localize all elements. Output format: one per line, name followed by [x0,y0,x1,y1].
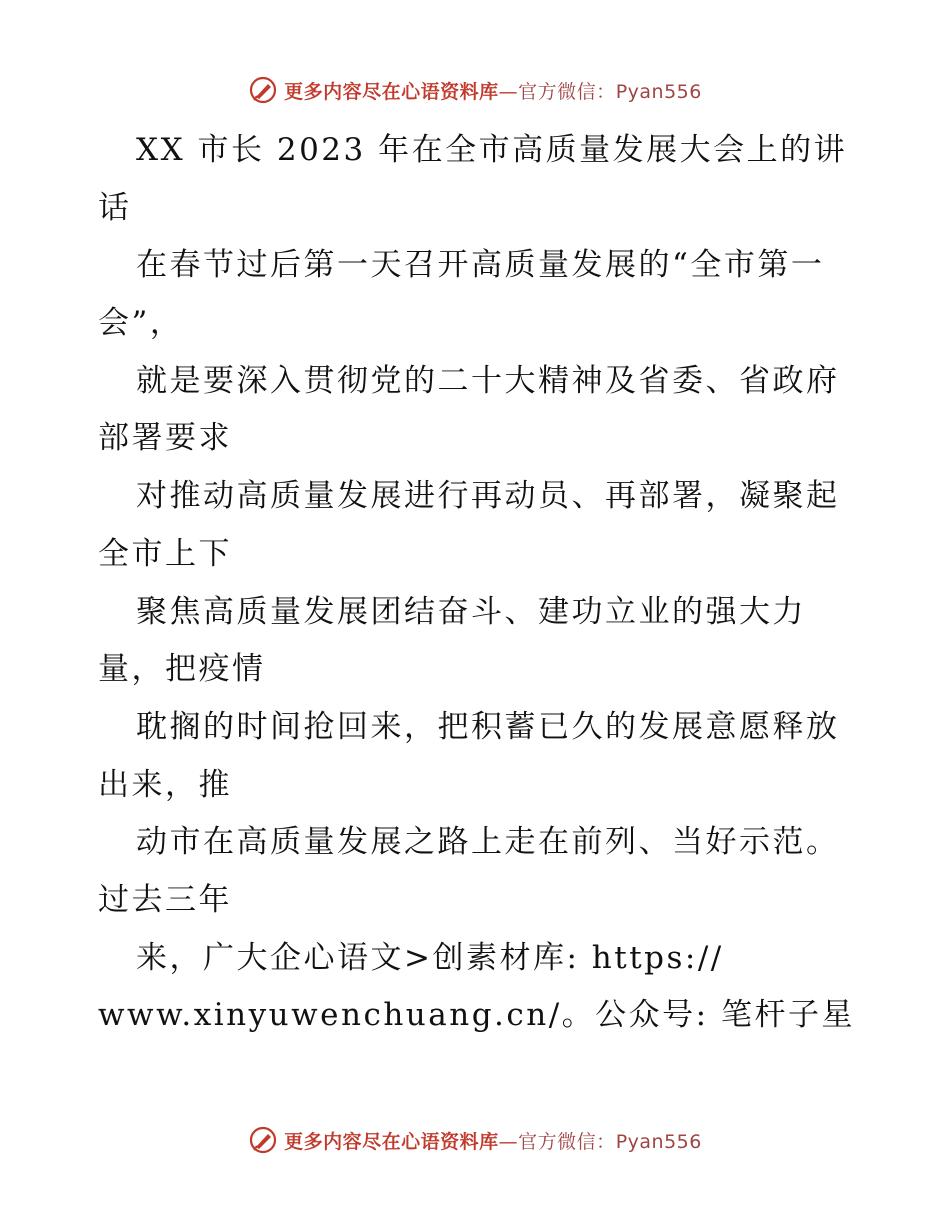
banner-wechat-id: Pyan556 [615,1130,702,1153]
document-line: XX 市长 2023 年在全市高质量发展大会上的讲 [136,132,848,168]
document-line: 动市在高质量发展之路上走在前列、当好示范。 [136,824,840,861]
banner-wechat-id: Pyan556 [615,80,702,103]
footer-watermark-banner [0,1120,950,1160]
document-line: 过去三年 [98,881,232,918]
document-line: 会”， [98,305,184,342]
banner-brand-text: 更多内容尽在心语资料库 [284,1130,499,1153]
header-watermark-banner [0,70,950,110]
quill-pen-logo-icon [248,1125,278,1155]
banner-official-label: 官方微信： [518,1130,616,1153]
document-line: 出来，推 [98,766,232,803]
document-line: 部署要求 [98,420,232,457]
document-line: 对推动高质量发展进行再动员、再部署，凝聚起 [136,478,840,515]
document-line: www.xinyuwenchuang.cn/。公众号: 笔杆子星 [98,997,855,1034]
banner-brand-text: 更多内容尽在心语资料库 [284,80,499,103]
banner-text [284,1127,702,1154]
document-line: 就是要深入贯彻党的二十大精神及省委、省政府 [136,362,840,399]
document-line: 话 [98,189,132,226]
document-line: 来，广大企心语文>创素材库: https:// [136,939,724,976]
document-line: 耽搁的时间抢回来，把积蓄已久的发展意愿释放 [136,708,840,745]
banner-dash: — [498,1130,519,1153]
document-line: 在春节过后第一天召开高质量发展的“全市第一 [136,247,825,284]
document-line: 量，把疫情 [98,651,266,688]
document-line: 聚焦高质量发展团结奋斗、建功立业的强大力 [136,593,806,630]
banner-dash: — [498,80,519,103]
document-body [98,122,858,1045]
quill-pen-logo-icon [248,75,278,105]
banner-text [284,77,702,104]
banner-official-label: 官方微信： [518,80,616,103]
document-line: 全市上下 [98,535,232,572]
